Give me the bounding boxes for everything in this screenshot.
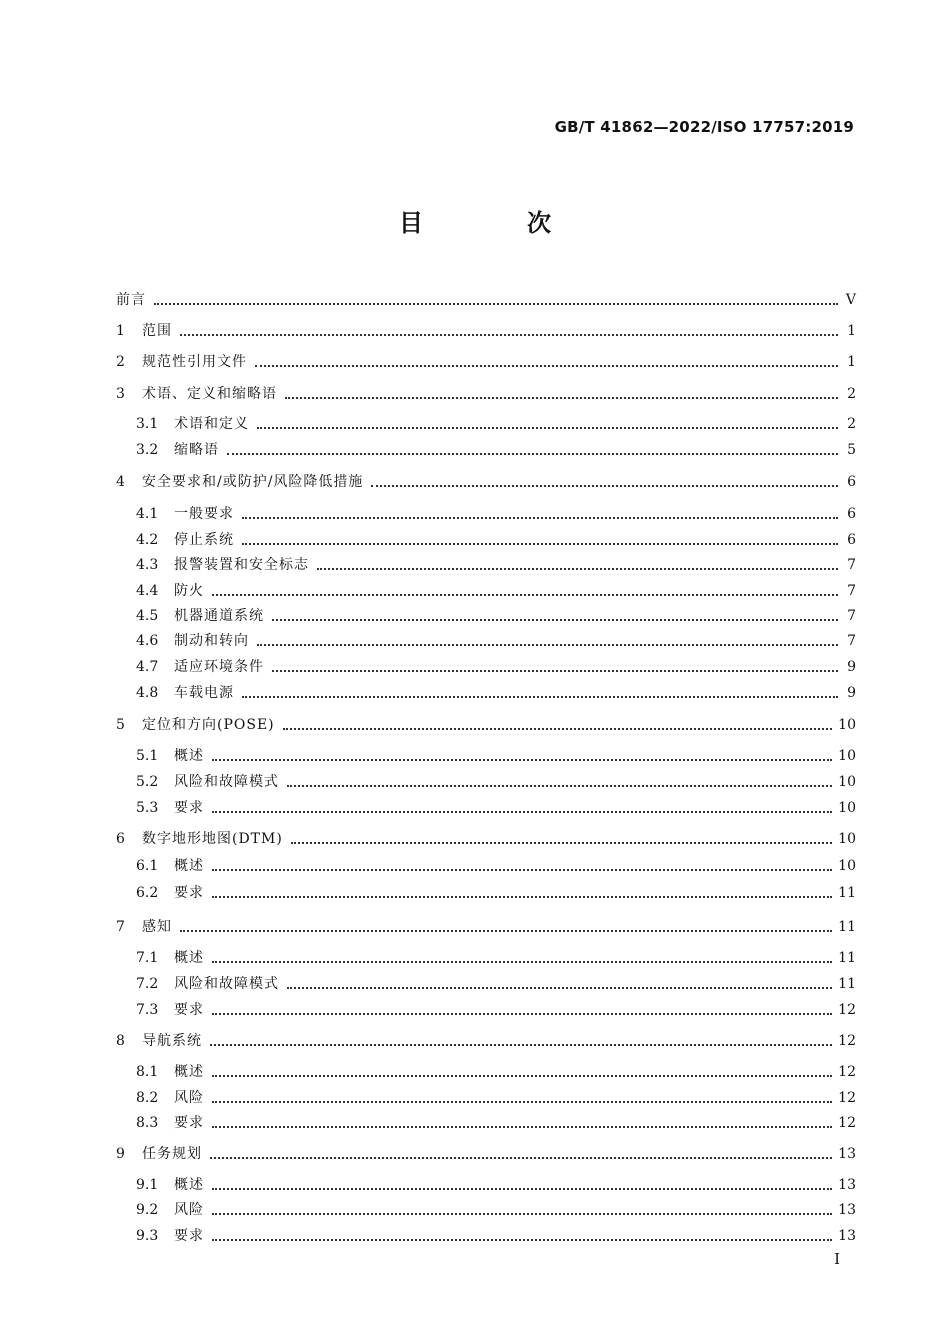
toc-entry-label: 安全要求和/或防护/风险降低措施 [142,474,364,490]
toc-entry-label: 一般要求 [174,506,234,522]
toc-entry[interactable] [136,1109,856,1133]
toc-dot-leader [272,619,838,621]
toc-entry[interactable] [136,944,856,968]
toc-dot-leader [212,1188,832,1190]
toc-dot-leader [242,543,838,545]
toc-entry-label: 风险和故障模式 [174,774,279,790]
toc-entry-page: 9 [847,685,856,701]
toc-entry-number: 7.2 [136,976,159,992]
toc-entry-page: 12 [838,1033,856,1049]
toc-entry-page: 13 [838,1202,856,1218]
toc-dot-leader [212,594,838,596]
toc-dot-leader [154,303,838,305]
toc-dot-leader [212,1126,832,1128]
toc-entry-label: 风险 [174,1202,204,1218]
toc-entry-label: 规范性引用文件 [142,354,247,370]
toc-entry-page: 11 [838,919,856,935]
toc-entry-page: 11 [838,976,856,992]
toc-dot-leader [242,696,838,698]
toc-dot-leader [272,670,838,672]
toc-dot-leader [212,1101,832,1103]
toc-entry-label: 数字地形地图(DTM) [142,831,283,847]
toc-dot-leader [291,842,832,844]
toc-entry-page: 12 [838,1115,856,1131]
toc-entry-page: 2 [847,386,856,402]
toc-entry-number: 4.3 [136,557,159,573]
toc-entry-number: 7.1 [136,950,159,966]
toc-entry-page: 7 [847,608,856,624]
toc-entry-number: 6.1 [136,858,159,874]
toc-entry-label: 概述 [174,1177,204,1193]
toc-entry-number: 4.8 [136,685,159,701]
toc-entry-label: 要求 [174,885,204,901]
toc-entry-page: 12 [838,1090,856,1106]
toc-entry-number: 5.1 [136,748,159,764]
toc-entry[interactable] [136,742,856,766]
toc-entry-page: 10 [838,800,856,816]
toc-entry-label: 前言 [116,292,146,308]
toc-entry[interactable] [116,380,856,404]
toc-entry-number: 4.1 [136,506,159,522]
toc-entry[interactable] [116,1027,856,1051]
toc-dot-leader [212,1239,832,1241]
toc-dot-leader [227,453,838,455]
toc-dot-leader [212,869,832,871]
toc-dot-leader [212,759,832,761]
toc-dot-leader [210,1157,832,1159]
toc-entry-label: 术语、定义和缩略语 [142,386,277,402]
toc-dot-leader [287,785,832,787]
toc-entry[interactable] [136,602,856,626]
toc-entry[interactable] [116,711,856,735]
toc-dot-leader [317,568,838,570]
toc-dot-leader [287,987,832,989]
toc-dot-leader [257,427,838,429]
toc-entry-page: 7 [847,583,856,599]
toc-entry-page: 5 [847,442,856,458]
toc-dot-leader [212,896,832,898]
toc-entry[interactable] [136,436,856,460]
toc-entry-number: 9.1 [136,1177,159,1193]
toc-entry-number: 4.4 [136,583,159,599]
toc-entry-number: 9.2 [136,1202,159,1218]
toc-entry[interactable] [136,1222,856,1246]
toc-entry-label: 概述 [174,950,204,966]
toc-dot-leader [212,1075,832,1077]
toc-entry-number: 8 [116,1033,125,1049]
toc-entry-page: 13 [838,1177,856,1193]
toc-entry-label: 概述 [174,1064,204,1080]
toc-entry-number: 4.6 [136,633,159,649]
toc-entry[interactable] [136,653,856,677]
toc-entry-page: 12 [838,1002,856,1018]
toc-entry[interactable] [136,551,856,575]
toc-entry-page: 13 [838,1228,856,1244]
toc-entry[interactable] [136,1058,856,1082]
toc-dot-leader [212,811,832,813]
toc-entry-label: 要求 [174,1228,204,1244]
toc-entry-label: 机器通道系统 [174,608,264,624]
toc-entry-number: 7 [116,919,125,935]
page-title: 目 次 [399,209,591,237]
toc-dot-leader [371,485,838,487]
toc-entry-page: 1 [847,354,856,370]
toc-entry-label: 任务规划 [142,1146,202,1162]
toc-entry-number: 2 [116,354,125,370]
toc-dot-leader [212,1013,832,1015]
toc-entry-page: 12 [838,1064,856,1080]
toc-entry-page: 9 [847,659,856,675]
toc-dot-leader [285,397,838,399]
toc-entry-label: 术语和定义 [174,416,249,432]
toc-entry-number: 8.1 [136,1064,159,1080]
toc-entry-page: V [845,292,856,308]
toc-dot-leader [212,961,832,963]
toc-entry-page: 6 [847,532,856,548]
toc-entry[interactable] [116,468,856,492]
toc-entry-page: 6 [847,506,856,522]
toc-entry[interactable] [116,913,856,937]
toc-entry[interactable] [116,286,856,310]
toc-entry[interactable] [136,1171,856,1195]
toc-entry-page: 1 [847,323,856,339]
toc-entry-page: 10 [838,717,856,733]
toc-entry-number: 5.2 [136,774,159,790]
toc-entry-label: 制动和转向 [174,633,249,649]
toc-entry-number: 6.2 [136,885,159,901]
toc-entry-number: 3.2 [136,442,159,458]
toc-dot-leader [180,334,838,336]
toc-entry[interactable] [136,1084,856,1108]
toc-entry-label: 要求 [174,800,204,816]
toc-entry-number: 4.5 [136,608,159,624]
toc-entry-number: 1 [116,323,125,339]
toc-entry-label: 适应环境条件 [174,659,264,675]
toc-entry[interactable] [136,1196,856,1220]
toc-entry[interactable] [136,879,856,903]
toc-entry-page: 13 [838,1146,856,1162]
toc-entry-number: 9.3 [136,1228,159,1244]
toc-entry-page: 10 [838,748,856,764]
toc-entry-label: 概述 [174,748,204,764]
toc-dot-leader [255,365,838,367]
toc-entry-number: 8.3 [136,1115,159,1131]
toc-entry-label: 范围 [142,323,172,339]
toc-dot-leader [242,517,838,519]
toc-entry[interactable] [116,1140,856,1164]
toc-entry-page: 7 [847,633,856,649]
standard-code: GB/T 41862—2022/ISO 17757:2019 [554,118,854,136]
toc-entry[interactable] [116,348,856,372]
toc-entry[interactable] [136,768,856,792]
toc-dot-leader [180,930,832,932]
toc-entry[interactable] [136,577,856,601]
toc-entry[interactable] [136,679,856,703]
toc-entry-number: 5 [116,717,125,733]
toc-entry-page: 10 [838,774,856,790]
toc-entry[interactable] [116,317,856,341]
page-number: I [834,1250,840,1268]
toc-entry-page: 6 [847,474,856,490]
toc-entry-label: 概述 [174,858,204,874]
toc-entry[interactable] [136,794,856,818]
toc-entry-number: 4.2 [136,532,159,548]
toc-entry-page: 2 [847,416,856,432]
toc-entry-page: 10 [838,831,856,847]
toc-entry[interactable] [136,526,856,550]
toc-dot-leader [283,728,833,730]
toc-entry-page: 10 [838,858,856,874]
toc-dot-leader [212,1213,832,1215]
toc-entry-number: 3 [116,386,125,402]
toc-dot-leader [210,1044,832,1046]
toc-entry-number: 4.7 [136,659,159,675]
toc-entry-label: 要求 [174,1002,204,1018]
toc-entry-label: 要求 [174,1115,204,1131]
toc-entry-number: 6 [116,831,125,847]
toc-entry-page: 11 [838,950,856,966]
toc-entry-page: 7 [847,557,856,573]
toc-entry-label: 风险和故障模式 [174,976,279,992]
toc-entry-label: 报警装置和安全标志 [174,557,309,573]
toc-entry-label: 定位和方向(POSE) [142,717,275,733]
toc-entry-number: 8.2 [136,1090,159,1106]
toc-entry[interactable] [136,410,856,434]
toc-entry-page: 11 [838,885,856,901]
toc-entry-number: 7.3 [136,1002,159,1018]
toc-entry-label: 风险 [174,1090,204,1106]
toc-entry[interactable] [136,970,856,994]
toc-entry-number: 5.3 [136,800,159,816]
toc-entry-label: 感知 [142,919,172,935]
toc-entry[interactable] [136,627,856,651]
toc-entry-label: 导航系统 [142,1033,202,1049]
toc-dot-leader [257,644,838,646]
toc-entry-number: 3.1 [136,416,159,432]
toc-entry-number: 9 [116,1146,125,1162]
toc-entry-label: 防火 [174,583,204,599]
toc-entry-label: 缩略语 [174,442,219,458]
toc-entry-label: 停止系统 [174,532,234,548]
toc-entry[interactable] [136,500,856,524]
toc-entry[interactable] [136,996,856,1020]
toc-entry[interactable] [136,852,856,876]
toc-entry-number: 4 [116,474,125,490]
toc-entry-label: 车载电源 [174,685,234,701]
toc-entry[interactable] [116,825,856,849]
